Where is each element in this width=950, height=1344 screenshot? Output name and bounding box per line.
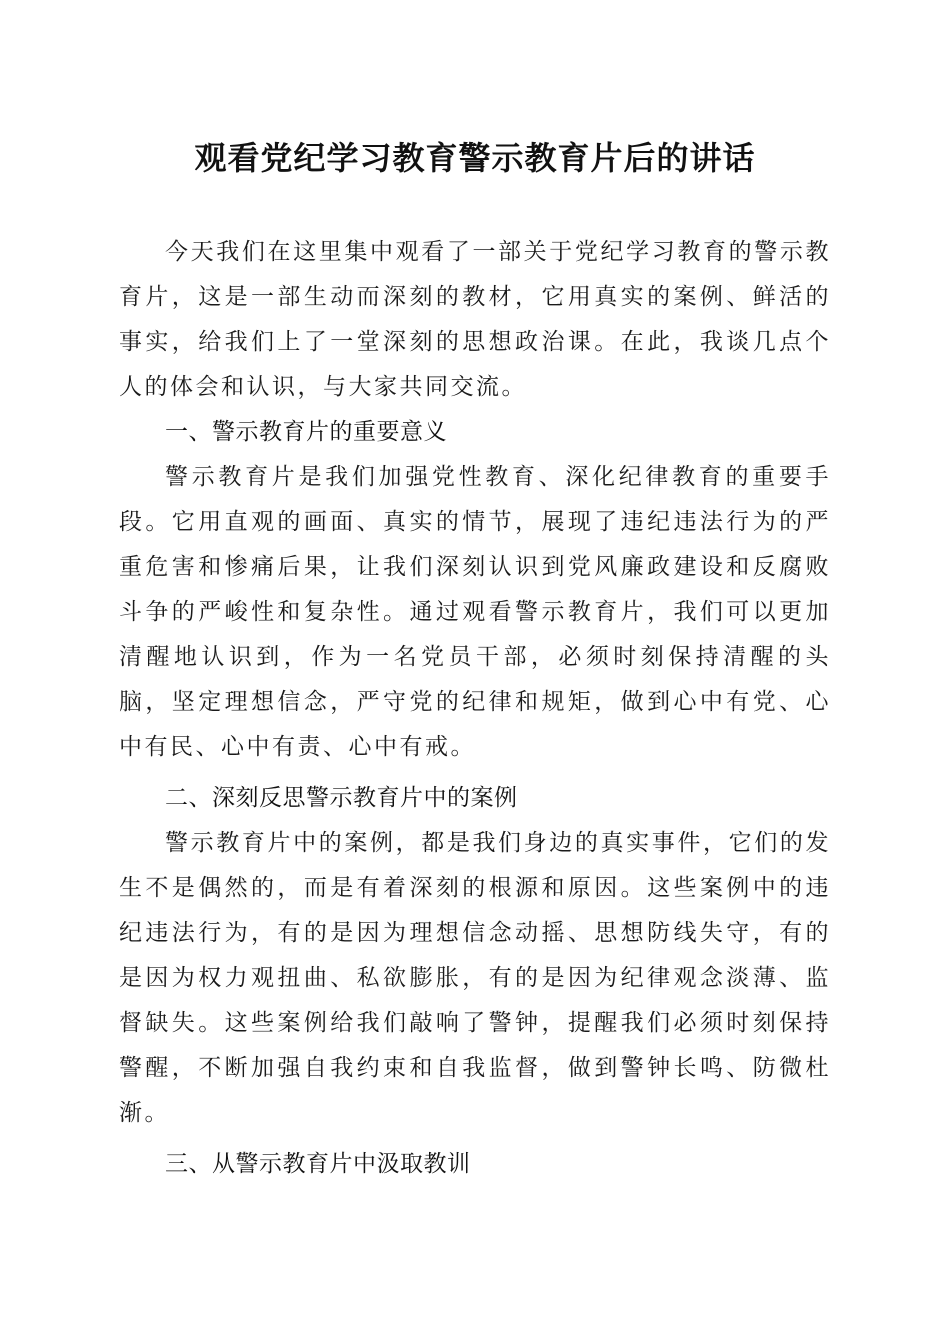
intro-paragraph: 今天我们在这里集中观看了一部关于党纪学习教育的警示教育片，这是一部生动而深刻的教材，它用真实的案例、鲜活的事实，给我们上了一堂深刻的思想政治课。在此，我谈几点个人的体会和认识，与大家共同交流。 [119, 239, 831, 400]
document-title: 观看党纪学习教育警示教育片后的讲话 [194, 139, 756, 177]
section-paragraph-1: 警示教育片是我们加强党性教育、深化纪律教育的重要手段。它用直观的画面、真实的情节，展现了违纪违法行为的严重危害和惨痛后果，让我们深刻认识到党风廉政建设和反腐败斗争的严峻性和复杂性。通过观看警示教育片，我们可以更加清醒地认识到，作为一名党员干部，必须时刻保持清醒的头脑，坚定理想信念，严守党的纪律和规矩，做到心中有党、心中有民、心中有责、心中有戒。 [119, 464, 831, 760]
section-heading-2: 二、深刻反思警示教育片中的案例 [165, 785, 518, 811]
section-paragraph-2: 警示教育片中的案例，都是我们身边的真实事件，它们的发生不是偶然的，而是有着深刻的根源和原因。这些案例中的违纪违法行为，有的是因为理想信念动摇、思想防线失守，有的是因为权力观扭曲、私欲膨胀，有的是因为纪律观念淡薄、监督缺失。这些案例给我们敲响了警钟，提醒我们必须时刻保持警醒，不断加强自我约束和自我监督，做到警钟长鸣、防微杜渐。 [119, 830, 831, 1126]
document-body [119, 230, 831, 1187]
section-heading-1: 一、警示教育片的重要意义 [165, 419, 447, 445]
section-heading-3: 三、从警示教育片中汲取教训 [165, 1151, 471, 1177]
